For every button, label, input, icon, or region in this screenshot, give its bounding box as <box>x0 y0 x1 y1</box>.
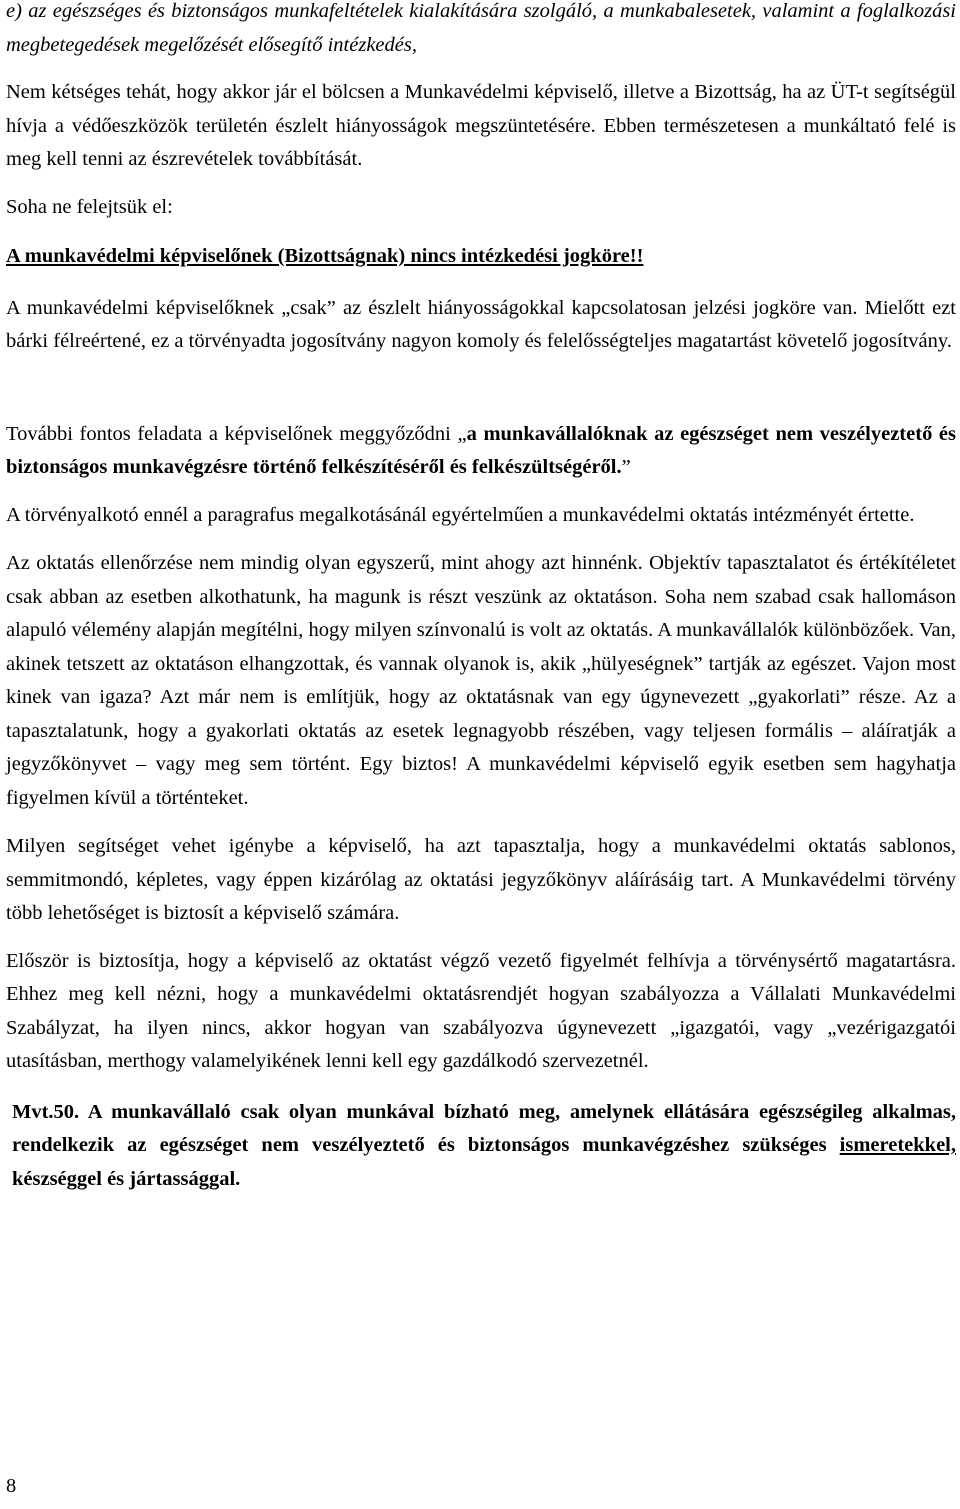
paragraph-oktatas-ellenorzese: Az oktatás ellenőrzése nem mindig olyan egyszerű, mint ahogy azt hinnénk. Objektív tapasztalatot és értékítéletet csak abban az esetben alkothatunk, ha magunk is részt veszünk az oktatáson. Soha nem szabad csak hallomáson alapuló vélemény alapján megítélni, hogy milyen színvonalú is volt az oktatás. A munkavállalók különbözőek. Van, akinek tetszett az oktatáson elhangzottak, és vannak olyanok is, akik „hülyeségnek” tartják az egészet. Vajon most kinek van igaza? Azt már nem is említjük, hogy az oktatásnak van egy úgynevezett „gyakorlati” része. Az a tapasztalatunk, hogy a gyakorlati oktatás az esetek legnagyobb részében, vagy teljesen formális – aláíratják a jegyzőkönyvet – vagy meg sem történt. Egy biztos! A munkavédelmi képviselő egyik esetben sem hagyhatja figyelmen kívül a történteket. <box>6 552 956 809</box>
paragraph-eloszor-is: Először is biztosítja, hogy a képviselő az oktatást végző vezető figyelmét felhívja a törvénysértő magatartásra. Ehhez meg kell nézni, hogy a munkavédelmi oktatásrendjét hogyan szabályozza a Vállalati Munkavédelmi Szabályzat, ha ilyen nincs, akkor hogyan van szabályozva úgynevezett „igazgatói, vagy „vezérigazgatói utasításban, merthogy valamelyikének lenni kell egy gazdálkodó szervezetnél. <box>6 949 956 1072</box>
paragraph-mvt-50 <box>6 1096 956 1197</box>
paragraph-soha-ne-felejtsuk: Soha ne felejtsük el: <box>6 195 173 218</box>
paragraph-mvt-50-underlined: ismeretekkel, <box>839 1134 956 1156</box>
paragraph-e-item: e) az egészséges és biztonságos munkafeltételek kialakítására szolgáló, a munkabalesetek, valamint a foglalkozási megbetegedések megelőzését elősegítő intézkedés, <box>6 0 956 56</box>
paragraph-tovabbi-feladat-bold: a munkavállalóknak az egészséget nem veszélyeztető és biztonságos munkavégzésre történő felkészítéséről és felkészültségéről. <box>6 422 956 478</box>
document-page <box>6 0 956 1196</box>
paragraph-milyen-segitseget: Milyen segítséget vehet igénybe a képviselő, ha azt tapasztalja, hogy a munkavédelmi oktatás sablonos, semmitmondó, képletes, vagy éppen kizárólag az oktatási jegyzőkönyv aláírásáig tart. A Munkavédelmi törvény több lehetőséget is biztosít a képviselő számára. <box>6 835 956 924</box>
page-number: 8 <box>6 1475 17 1497</box>
paragraph-jelzesi-jogkor: A munkavédelmi képviselőknek „csak” az észlelt hiányosságokkal kapcsolatosan jelzési jogköre van. Mielőtt ezt bárki félreértené, ez a törvényadta jogosítvány nagyon komoly és felelősségteljes magatartást követelő jogosítvány. <box>6 296 956 352</box>
paragraph-tovabbi-feladat-end: ” <box>621 456 631 478</box>
paragraph-nincs-intezkedesi-jogkore: A munkavédelmi képviselőnek (Bizottságnak) nincs intézkedési jogköre!! <box>6 245 644 267</box>
paragraph-torvenyalkoto: A törvényalkotó ennél a paragrafus megalkotásánál egyértelműen a munkavédelmi oktatás intézményét értette. <box>6 503 915 526</box>
paragraph-tovabbi-feladat <box>6 418 956 485</box>
paragraph-mvt-50-part-b: készséggel és jártassággal. <box>12 1167 241 1190</box>
paragraph-mvt-50-part-a: Mvt.50. A munkavállaló csak olyan munkával bízható meg, amelynek ellátására egészségileg alkalmas, rendelkezik az egészséget nem veszélyeztető és biztonságos munkavégzéshez szükséges <box>12 1100 956 1156</box>
paragraph-bizottsag: Nem kétséges tehát, hogy akkor jár el bölcsen a Munkavédelmi képviselő, illetve a Bizottság, ha az ÜT-t segítségül hívja a védőeszközök területén észlelt hiányosságok megszüntetésére. Ebben természetesen a munkáltató felé is meg kell tenni az észrevételek továbbítását. <box>6 81 956 170</box>
paragraph-tovabbi-feladat-intro: További fontos feladata a képviselőnek meggyőződni „ <box>6 422 467 445</box>
